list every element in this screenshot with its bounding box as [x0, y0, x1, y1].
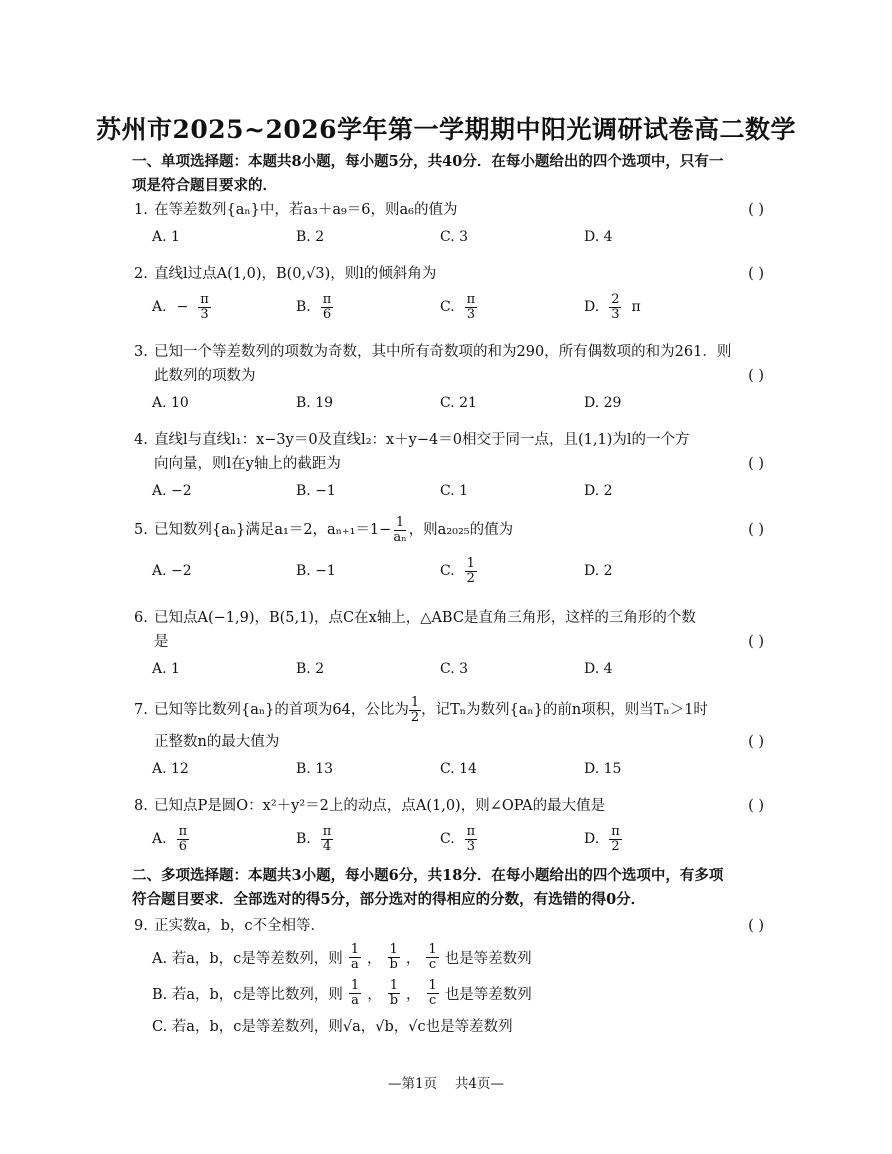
q5-stem-b: ，则a₂₀₂₅的值为	[408, 522, 514, 538]
q4-answer-paren: ( )	[748, 456, 764, 472]
q2-option-a	[152, 292, 211, 322]
section1-header	[132, 150, 772, 198]
question-4	[134, 428, 764, 476]
question-7-line2	[134, 730, 764, 754]
q2-d-den: 3	[611, 306, 620, 322]
q8-c-den: 3	[466, 838, 476, 854]
question-7	[134, 692, 764, 728]
q1-option-b: B. 2	[296, 229, 325, 245]
q4-options	[152, 476, 752, 506]
question-5	[134, 512, 764, 548]
q9-a-frac-b	[388, 943, 400, 972]
q5-c-frac	[465, 557, 477, 586]
q6-answer-paren: ( )	[748, 634, 764, 650]
q9-a-fa-num: 1	[350, 941, 360, 957]
q9-number: 9.	[134, 918, 148, 934]
q1-answer-paren: ( )	[748, 202, 764, 218]
q2-c-frac	[465, 293, 478, 322]
q2-a-label: A.	[152, 299, 167, 315]
q8-b-den: 4	[322, 838, 332, 854]
q2-d-label: D.	[584, 299, 600, 315]
q5-option-c	[440, 556, 477, 586]
q9-b-fb-den: b	[389, 992, 399, 1008]
q2-a-sign: −	[176, 299, 189, 315]
section2-line2: 符合题目要求．全部选对的得5分，部分选对的得相应的分数，有选错的得0分．	[132, 891, 646, 908]
section1-line1: 一、单项选择题：本题共8小题，每小题5分，共40分．在每小题给出的四个选项中，只有一	[132, 153, 724, 170]
q6-stem-line1: 已知点A(−1,9)，B(5,1)，点C在x轴上，△ABC是直角三角形，这样的三角形的个数	[154, 610, 696, 626]
q9-option-a	[152, 942, 752, 972]
question-1	[134, 198, 764, 222]
q9-option-c	[152, 1010, 752, 1040]
q3-stem-line2-row	[134, 364, 764, 388]
q4-stem-line2-row	[134, 452, 764, 476]
q4-option-a: A. −2	[152, 483, 192, 499]
section2-header	[132, 864, 772, 912]
q9-b-fb-num: 1	[389, 977, 398, 993]
q2-b-num: π	[322, 291, 332, 307]
q8-option-d	[584, 824, 622, 854]
q2-a-frac	[198, 293, 211, 322]
q7-frac	[409, 696, 421, 725]
q9-b-fa-den: a	[351, 992, 359, 1008]
q3-option-c: C. 21	[440, 395, 477, 411]
q8-c-label: C.	[440, 831, 455, 847]
q9-option-b	[152, 978, 752, 1008]
q2-d-frac	[609, 293, 621, 322]
q8-d-frac	[609, 825, 622, 854]
q7-stem-line2: 正整数n的最大值为	[154, 734, 280, 750]
q8-a-frac	[177, 825, 190, 854]
q3-number: 3.	[134, 344, 148, 360]
section2-line1: 二、多项选择题：本题共3小题，每小题6分，共18分．在每小题给出的四个选项中，有多项	[132, 867, 724, 884]
q9-a-fc-num: 1	[428, 941, 437, 957]
q6-stem-line2: 是	[154, 634, 169, 650]
q5-option-a: A. −2	[152, 563, 192, 579]
q8-b-num: π	[322, 823, 332, 839]
q8-options	[152, 824, 752, 854]
q2-b-frac	[321, 293, 334, 322]
q6-number: 6.	[134, 610, 148, 626]
q9-b-fa-num: 1	[350, 977, 360, 993]
q5-options	[152, 556, 752, 586]
q4-number: 4.	[134, 432, 148, 448]
q6-option-b: B. 2	[296, 661, 325, 677]
q5-option-d: D. 2	[584, 563, 613, 579]
q2-a-den: 3	[200, 306, 209, 322]
q3-answer-paren: ( )	[748, 368, 764, 384]
q8-number: 8.	[134, 798, 148, 814]
q8-a-label: A.	[152, 831, 167, 847]
q1-number: 1.	[134, 202, 148, 218]
q8-a-num: π	[178, 823, 188, 839]
q1-option-d: D. 4	[584, 229, 613, 245]
q9-a-post: 也是等差数列	[444, 950, 532, 967]
q4-stem-line1: 直线l与直线l₁：x−3y＝0及直线l₂：x＋y−4＝0相交于同一点，且(1,1)为l的一个方	[154, 432, 690, 448]
q7-number: 7.	[134, 702, 148, 718]
q3-option-a: A. 10	[152, 395, 189, 411]
q9-a-comma2: ，	[405, 950, 421, 967]
q5-frac-num: 1	[395, 514, 405, 530]
question-6	[134, 606, 764, 654]
question-3	[134, 340, 764, 388]
q7-stem-b: ，记Tₙ为数列{aₙ}的前n项积，则当Tₙ＞1时	[421, 702, 708, 718]
q9-b-frac-a	[349, 979, 361, 1008]
page-title: 苏州市2025~2026学年第一学期期中阳光调研试卷高二数学	[95, 115, 797, 144]
section1-line2: 项是符合题目要求的．	[132, 177, 277, 194]
q9-a-fb-den: b	[389, 956, 398, 972]
q2-option-c	[440, 292, 477, 322]
q6-options	[152, 654, 752, 684]
q7-options	[152, 754, 752, 784]
q2-option-b	[296, 292, 333, 322]
q7-stem-a: 已知等比数列{aₙ}的首项为64，公比为	[154, 702, 409, 718]
q9-a-fc-den: c	[428, 956, 437, 972]
q2-b-den: 6	[322, 306, 332, 322]
q8-b-label: B.	[296, 831, 311, 847]
q7-option-c: C. 14	[440, 761, 477, 777]
q9-b-post: 也是等差数列	[444, 986, 532, 1003]
q5-option-b: B. −1	[296, 563, 336, 579]
q4-option-c: C. 1	[440, 483, 469, 499]
q5-c-label: C.	[440, 563, 455, 579]
q8-option-a	[152, 824, 189, 854]
q9-a-comma1: ，	[367, 950, 382, 967]
q1-option-a: A. 1	[152, 229, 180, 245]
q6-option-d: D. 4	[584, 661, 613, 677]
q9-b-comma1: ，	[367, 986, 382, 1003]
q2-c-label: C.	[440, 299, 455, 315]
q5-frac-den: aₙ	[393, 529, 407, 545]
q3-stem-line1: 已知一个等差数列的项数为奇数，其中所有奇数项的和为290，所有偶数项的和为261．则	[154, 344, 732, 360]
q9-b-fc-den: c	[429, 992, 437, 1008]
q9-a-frac-a	[349, 943, 361, 972]
q2-c-num: π	[466, 291, 476, 307]
q9-answer-paren: ( )	[748, 918, 764, 934]
q1-stem: 在等差数列{aₙ}中，若a₃＋a₉＝6，则a₆的值为	[154, 202, 458, 218]
q3-option-d: D. 29	[584, 395, 622, 411]
q8-d-label: D.	[584, 831, 600, 847]
q7-option-a: A. 12	[152, 761, 189, 777]
q3-option-b: B. 19	[296, 395, 334, 411]
q5-c-num: 1	[466, 555, 475, 571]
q2-option-d	[584, 292, 641, 322]
q8-option-b	[296, 824, 333, 854]
question-9	[134, 914, 764, 938]
q9-a-pre: A. 若a，b，c是等差数列，则	[152, 950, 343, 967]
q9-a-frac-c	[426, 943, 438, 972]
q8-d-den: 2	[611, 838, 620, 854]
q1-option-c: C. 3	[440, 229, 469, 245]
q5-stem-a: 已知数列{aₙ}满足a₁＝2，aₙ₊₁＝1−	[154, 522, 392, 538]
q3-stem-line2: 此数列的项数为	[154, 368, 256, 384]
q2-stem: 直线l过点A(1,0)，B(0,√3)，则l的倾斜角为	[154, 266, 437, 282]
q9-b-frac-b	[388, 979, 400, 1008]
q4-option-b: B. −1	[296, 483, 336, 499]
q2-a-num: π	[200, 291, 209, 307]
q9-b-pre: B. 若a，b，c是等比数列，则	[152, 986, 343, 1003]
question-2	[134, 262, 764, 286]
q9-b-fc-num: 1	[428, 977, 437, 993]
q6-stem-line2-row	[134, 630, 764, 654]
question-8	[134, 794, 764, 818]
q9-b-frac-c	[427, 979, 439, 1008]
q6-option-c: C. 3	[440, 661, 469, 677]
q2-d-num: 2	[611, 291, 620, 307]
q2-answer-paren: ( )	[748, 266, 764, 282]
q2-c-den: 3	[466, 306, 476, 322]
q2-number: 2.	[134, 266, 148, 282]
q8-b-frac	[321, 825, 334, 854]
q8-answer-paren: ( )	[748, 798, 764, 814]
q8-c-num: π	[466, 823, 476, 839]
q9-b-comma2: ，	[406, 986, 421, 1003]
q7-frac-den: 2	[410, 709, 420, 725]
q2-options	[152, 292, 752, 322]
q7-stem-line2-row	[134, 730, 764, 754]
q2-d-pi: π	[631, 299, 641, 315]
q4-option-d: D. 2	[584, 483, 613, 499]
q5-c-den: 2	[466, 570, 475, 586]
q9-stem: 正实数a，b，c不全相等．	[154, 918, 326, 934]
q9-c-text: C. 若a，b，c是等差数列，则√a，√b，√c也是等差数列	[152, 1018, 513, 1035]
q9-a-fa-den: a	[351, 956, 359, 972]
q8-stem: 已知点P是圆O：x²＋y²＝2上的动点，点A(1,0)，则∠OPA的最大值是	[154, 798, 606, 814]
q7-answer-paren: ( )	[748, 734, 764, 750]
q8-c-frac	[465, 825, 478, 854]
q5-answer-paren: ( )	[748, 522, 764, 538]
page-footer: —第1页 共4页—	[388, 1076, 504, 1092]
q9-a-fb-num: 1	[389, 941, 398, 957]
q4-stem-line2: 向向量，则l在y轴上的截距为	[154, 456, 341, 472]
q8-d-num: π	[611, 823, 620, 839]
q5-frac	[391, 516, 408, 545]
q8-option-c	[440, 824, 477, 854]
q7-option-d: D. 15	[584, 761, 622, 777]
q7-frac-num: 1	[410, 694, 420, 710]
q2-b-label: B.	[296, 299, 311, 315]
q8-a-den: 6	[178, 838, 187, 854]
q3-options	[152, 388, 752, 418]
q7-option-b: B. 13	[296, 761, 334, 777]
q1-options	[152, 222, 752, 252]
q5-number: 5.	[134, 522, 148, 538]
q6-option-a: A. 1	[152, 661, 180, 677]
